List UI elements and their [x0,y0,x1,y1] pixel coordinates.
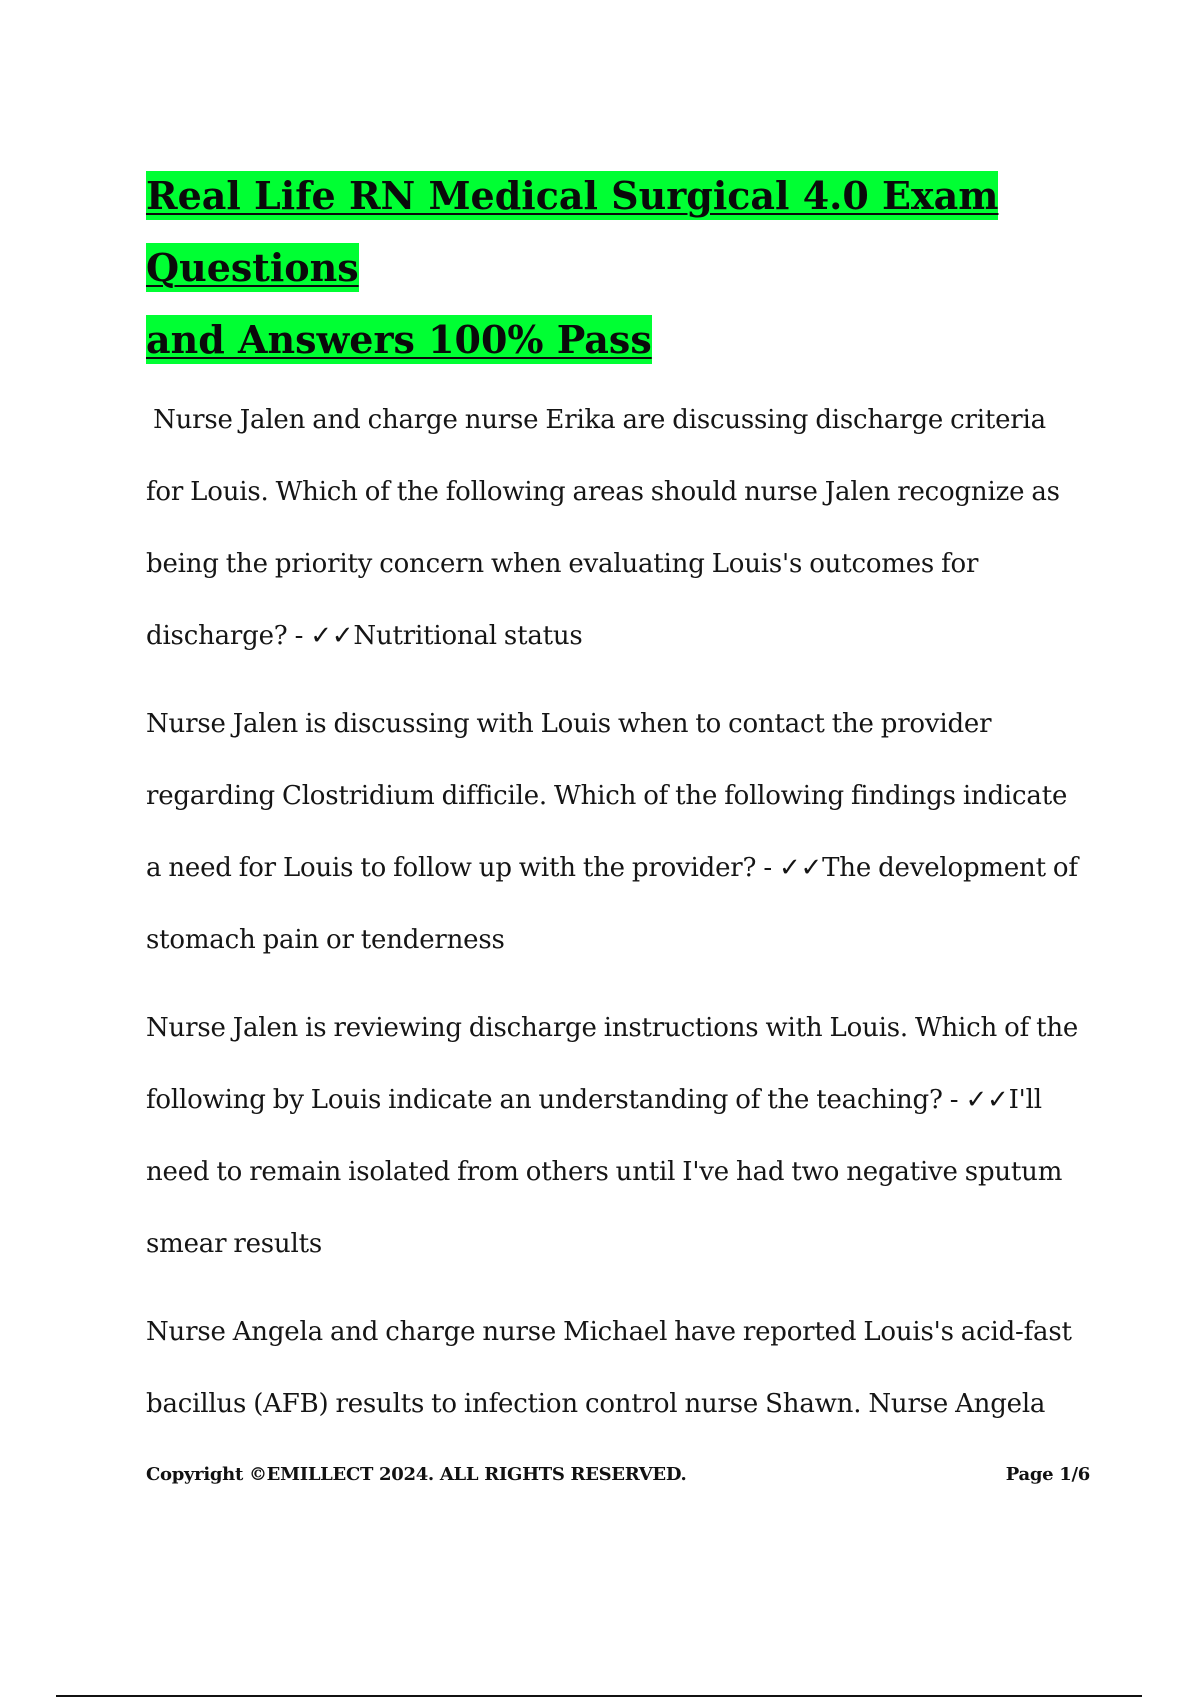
copyright-notice: Copyright ©EMILLECT 2024. ALL RIGHTS RESERVED. [146,1464,687,1485]
question-entry-3: Nurse Jalen is reviewing discharge instructions with Louis. Which of the following by Louis indicate an understanding of the teaching? - ✓✓I'll need to remain isolated from others until I've had two negative sputum smear results [146,1013,1086,1259]
title-line-2: and Answers 100% Pass [146,317,652,362]
page-footer [146,1464,1090,1485]
question-list [146,384,1086,1456]
question-entry-4: Nurse Angela and charge nurse Michael have reported Louis's acid-fast bacillus (AFB) results to infection control nurse Shawn. Nurse Angela [146,1317,1079,1419]
document-title [146,160,1086,376]
page-number: Page 1/6 [1005,1464,1090,1485]
page-divider [56,1695,1142,1697]
question-entry-2: Nurse Jalen is discussing with Louis when to contact the provider regarding Clostridium difficile. Which of the following findings indicate a need for Louis to follow up with the provider? - ✓✓The development of stomach pain or tenderness [146,709,1085,955]
question-entry-1: Nurse Jalen and charge nurse Erika are discussing discharge criteria for Louis. Which of the following areas should nurse Jalen recognize as being the priority concern when evaluating Louis's outcomes for discharge? - ✓✓Nutritional status [146,405,1067,651]
title-line-1: Real Life RN Medical Surgical 4.0 Exam Questions [146,173,999,290]
